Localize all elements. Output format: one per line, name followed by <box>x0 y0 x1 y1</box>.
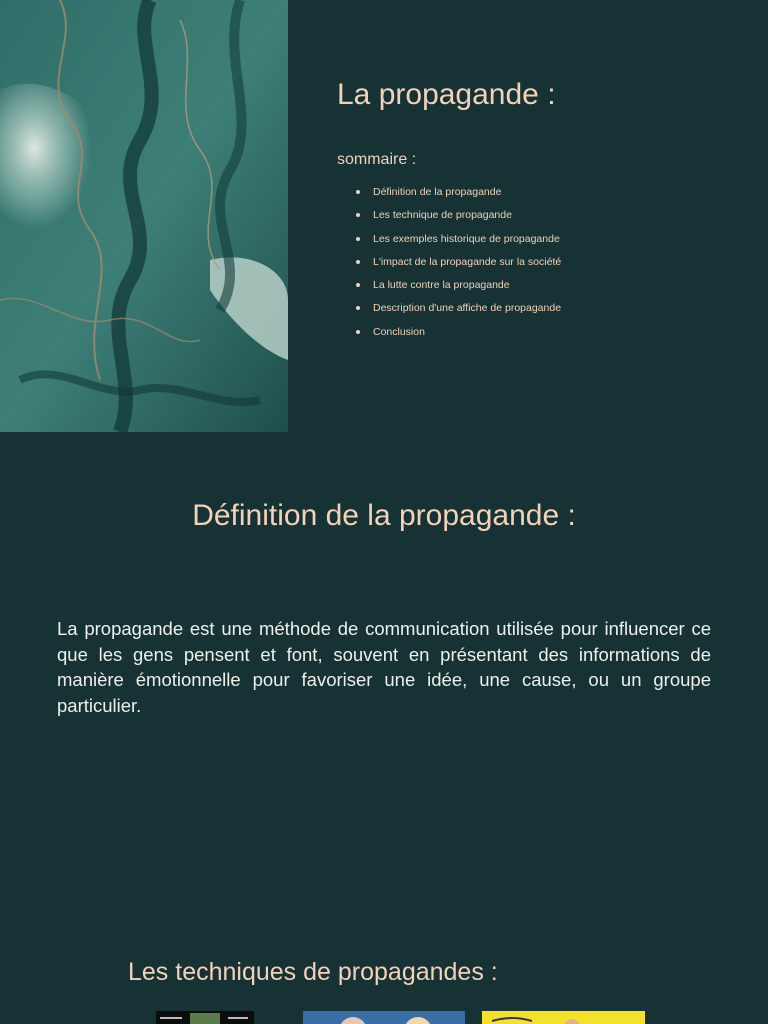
slide-title: La propagande : <box>337 78 556 111</box>
definition-paragraph: La propagande est une méthode de communication utilisée pour influencer ce que les gens pensent et font, souvent en présentant des informations de manière émotionnelle pour favoriser une idée, une cause, ou un groupe particulier. <box>57 618 711 716</box>
slide-definition <box>0 432 768 864</box>
marble-image <box>0 0 288 432</box>
list-item: Les exemples historique de propagande <box>337 233 561 256</box>
slide-techniques <box>0 864 768 1024</box>
thumbnail-image <box>156 1011 254 1024</box>
sommaire-heading: sommaire : <box>337 151 417 168</box>
list-item: Les technique de propagande <box>337 209 561 232</box>
summary-list <box>337 186 561 349</box>
slide-title: Les techniques de propagandes : <box>128 958 498 986</box>
thumbnail-image <box>482 1011 645 1024</box>
list-item: Conclusion <box>337 326 561 349</box>
list-item: Définition de la propagande <box>337 186 561 209</box>
list-item: L'impact de la propagande sur la société <box>337 256 561 279</box>
list-item: La lutte contre la propagande <box>337 279 561 302</box>
list-item: Description d'une affiche de propagande <box>337 302 561 325</box>
slide-sommaire <box>0 0 768 432</box>
thumbnail-image <box>303 1011 465 1024</box>
slide-title: Définition de la propagande : <box>192 499 576 532</box>
